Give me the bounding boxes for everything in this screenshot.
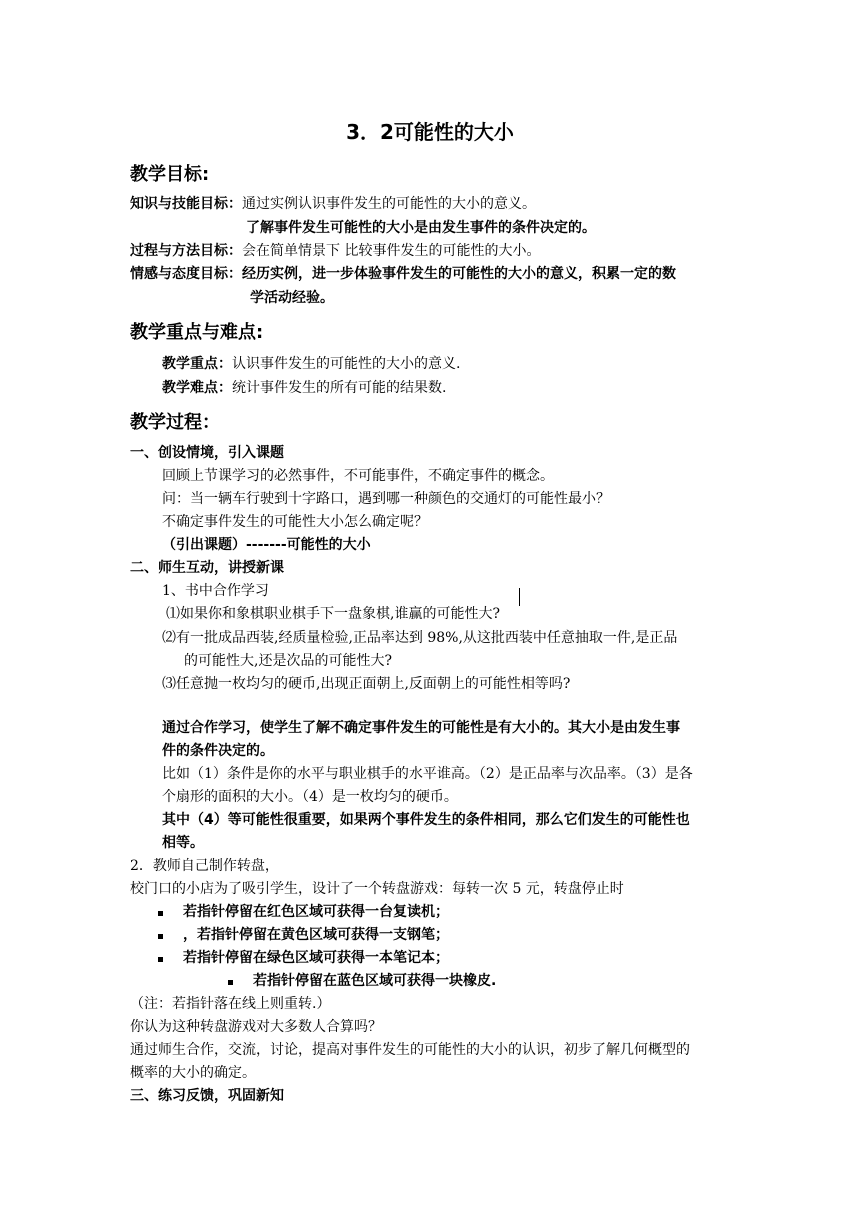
section-1-title: 一、创设情境，引入课题 <box>130 445 284 461</box>
bullet-item-yellow: ，若指针停留在黄色区域可获得一支钢笔； <box>183 927 449 943</box>
important-line-1: 其中（4）等可能性很重要，如果两个事件发生的条件相同，那么它们发生的可能性也 <box>162 812 690 828</box>
conclusion-line-1: 通过师生合作，交流，讨论，提高对事件发生的可能性的大小的认识，初步了解几何概型的 <box>130 1042 690 1058</box>
knowledge-text-1: 通过实例认识事件发生的可能性的大小的意义。 <box>242 196 536 212</box>
difficulty-text: 统计事件发生的所有可能的结果数. <box>232 380 447 396</box>
teaching-focus <box>162 354 460 374</box>
game-description: 校门口的小店为了吸引学生，设计了一个转盘游戏：每转一次 5 元，转盘停止时 <box>130 881 624 897</box>
process-objective <box>130 241 540 261</box>
bullet-marker <box>228 980 233 985</box>
question-2-line-1: ⑵有一批成品西装,经质量检验,正品率达到 98%,从这批西装中任意抽取一件,是正品 <box>162 630 678 646</box>
question-2-line-2: 的可能性大,还是次品的可能性大? <box>184 653 392 669</box>
teaching-difficulty <box>162 378 446 398</box>
section-1-line-4: （引出课题）-------可能性的大小 <box>162 537 371 553</box>
process-text: 会在简单情景下 比较事件发生的可能性的大小。 <box>242 243 541 259</box>
text-cursor <box>519 588 520 606</box>
bullet-marker <box>158 934 163 939</box>
emotion-objective <box>130 264 676 284</box>
question-1: ⑴如果你和象棋职业棋手下一盘象棋,谁赢的可能性大? <box>166 606 500 622</box>
bullet-marker <box>158 957 163 962</box>
page-title: 3．2可能性的大小 <box>346 120 514 144</box>
bullet-item-red: 若指针停留在红色区域可获得一台复读机； <box>183 904 449 920</box>
section-3-title: 三、练习反馈，巩固新知 <box>130 1088 284 1104</box>
section-1-line-1: 回顾上节课学习的必然事件，不可能事件，不确定事件的概念。 <box>162 468 554 484</box>
knowledge-objective <box>130 194 536 214</box>
important-line-2: 相等。 <box>162 835 204 851</box>
emotion-text-2: 学活动经验。 <box>250 290 334 306</box>
focus-text: 认识事件发生的可能性的大小的意义. <box>232 356 461 372</box>
example-line-2: 个扇形的面积的大小。（4）是一枚均匀的硬币。 <box>162 789 458 805</box>
key-points-heading: 教学重点与难点: <box>130 322 264 343</box>
bullet-marker <box>158 911 163 916</box>
section-1-line-2: 问：当一辆车行驶到十字路口，遇到哪一种颜色的交通灯的可能性最小？ <box>162 491 610 507</box>
conclusion-line-2: 概率的大小的确定。 <box>130 1065 256 1081</box>
process-heading: 教学过程： <box>130 412 220 433</box>
emotion-label: 情感与态度目标： <box>130 266 242 282</box>
summary-line-1: 通过合作学习，使学生了解不确定事件发生的可能性是有大小的。其大小是由发生事 <box>162 720 680 736</box>
focus-label: 教学重点： <box>162 356 232 372</box>
bullet-item-green: 若指针停留在绿色区域可获得一本笔记本； <box>183 950 449 966</box>
question-line: 你认为这种转盘游戏对大多数人合算吗？ <box>130 1019 382 1035</box>
bullet-item-blue: 若指针停留在蓝色区域可获得一块橡皮. <box>253 973 497 989</box>
section-1-line-3: 不确定事件发生的可能性大小怎么确定呢？ <box>162 514 428 530</box>
note-line: （注：若指针落在线上则重转.） <box>130 996 331 1012</box>
section-2-subtitle-1: 1、书中合作学习 <box>162 583 269 599</box>
difficulty-label: 教学难点： <box>162 380 232 396</box>
knowledge-label: 知识与技能目标： <box>130 196 242 212</box>
objectives-heading: 教学目标: <box>130 164 210 185</box>
example-line-1: 比如（1）条件是你的水平与职业棋手的水平谁高。（2）是正品率与次品率。（3）是各 <box>162 766 693 782</box>
question-3: ⑶任意抛一枚均匀的硬币,出现正面朝上,反面朝上的可能性相等吗? <box>162 676 571 692</box>
emotion-text-1: 经历实例，进一步体验事件发生的可能性的大小的意义，积累一定的数 <box>242 266 676 282</box>
section-2-subtitle-2: 2．教师自己制作转盘， <box>130 858 279 874</box>
process-label: 过程与方法目标： <box>130 243 242 259</box>
section-2-title: 二、师生互动，讲授新课 <box>130 560 284 576</box>
knowledge-text-2: 了解事件发生可能性的大小是由发生事件的条件决定的。 <box>246 220 596 236</box>
summary-line-2: 件的条件决定的。 <box>162 743 274 759</box>
